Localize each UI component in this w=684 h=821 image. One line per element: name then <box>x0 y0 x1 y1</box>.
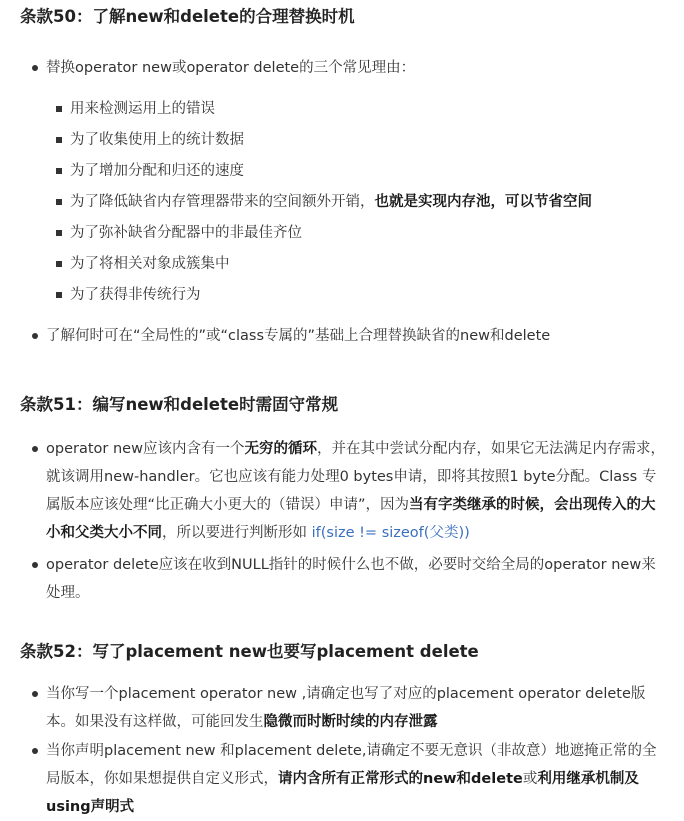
bullet-square-icon <box>56 261 62 267</box>
sub-list-item-bold-text: 也就是实现内存池，可以节省空间 <box>374 194 592 210</box>
bullet-disc-icon <box>32 65 38 71</box>
bullet-disc-icon <box>32 562 38 568</box>
list-item-paragraph <box>46 435 670 547</box>
sub-list-item-text: 为了降低缺省内存管理器带来的空间额外开销， <box>70 194 375 210</box>
list-item-text: 了解何时可在“全局性的”或“class专属的”基础上合理替换缺省的new和delete <box>46 328 551 344</box>
list-item-paragraph: operator delete应该在收到NULL指针的时候什么也不做，必要时交给全局的operator new来处理。 <box>46 557 656 601</box>
sub-list-item-text: 为了弥补缺省分配器中的非最佳齐位 <box>70 225 302 241</box>
list-item-text: 替换operator new或operator delete的三个常见理由： <box>46 60 416 76</box>
sub-list-item <box>70 95 670 123</box>
list-item-paragraph <box>46 737 670 821</box>
sub-list-item <box>70 281 670 309</box>
list-item <box>46 551 670 607</box>
sub-list-item-text: 为了增加分配和归还的速度 <box>70 163 244 179</box>
bold-text: 无穷的循环 <box>244 441 317 457</box>
sub-list-item-text: 用来检测运用上的错误 <box>70 101 215 117</box>
sub-list-item-text: 为了将相关对象成簇集中 <box>70 256 230 272</box>
sub-list-item <box>70 188 670 216</box>
section-title-52: 条款52：写了placement new也要写placement delete <box>20 642 479 661</box>
bullet-disc-icon <box>32 446 38 452</box>
bullet-disc-icon <box>32 333 38 339</box>
bullet-disc-icon <box>32 691 38 697</box>
bold-text: 当有字类继承的时候，会出现传入的大小和父类大小不同 <box>46 497 656 541</box>
sub-list-item <box>70 126 670 154</box>
inline-code: if(size != sizeof(父类)) <box>311 525 470 541</box>
bold-text: 请内含所有正常形式的new和delete <box>278 771 523 787</box>
bullet-disc-icon <box>32 748 38 754</box>
section-title-50: 条款50：了解new和delete的合理替换时机 <box>20 7 355 26</box>
list-item <box>46 737 670 821</box>
text-run: operator new应该内含有一个 <box>46 441 245 457</box>
bold-text: 隐微而时断时续的内存泄露 <box>263 714 438 730</box>
text-run: ，并在其中尝试分配内存，如果它无法满足内存需求，就该调用new-handler。它也应该有能力处理0 bytes申请，即将其按照1 byte分配。Class 专属版本应该处理“比正确大小更大的（错误）申请”，因为 <box>46 441 665 513</box>
sub-list-item <box>70 157 670 185</box>
sub-list-item <box>70 250 670 278</box>
section-title-51: 条款51：编写new和delete时需固守常规 <box>20 395 339 414</box>
bold-text: 利用继承机制及using声明式 <box>46 771 639 815</box>
text-run: ，所以要进行判断形如 <box>162 525 312 541</box>
sub-list-item-text: 为了收集使用上的统计数据 <box>70 132 244 148</box>
bullet-square-icon <box>56 199 62 205</box>
list-item <box>46 435 670 547</box>
sub-list-item <box>70 219 670 247</box>
list-item-paragraph <box>46 680 670 736</box>
bullet-square-icon <box>56 292 62 298</box>
bullet-square-icon <box>56 106 62 112</box>
bullet-square-icon <box>56 137 62 143</box>
list-item <box>46 322 670 350</box>
bullet-square-icon <box>56 168 62 174</box>
sub-list-item-text: 为了获得非传统行为 <box>70 287 201 303</box>
text-run: 当你声明placement new 和placement delete,请确定不要无意识（非故意）地遮掩正常的全局版本，你如果想提供自定义形式， <box>46 743 657 787</box>
bullet-square-icon <box>56 230 62 236</box>
list-item <box>46 680 670 736</box>
text-run: 或 <box>522 771 538 787</box>
list-item <box>46 54 670 82</box>
text-run: 当你写一个placement operator new ,请确定也写了对应的placement operator delete版本。如果没有这样做，可能回发生 <box>46 686 646 730</box>
